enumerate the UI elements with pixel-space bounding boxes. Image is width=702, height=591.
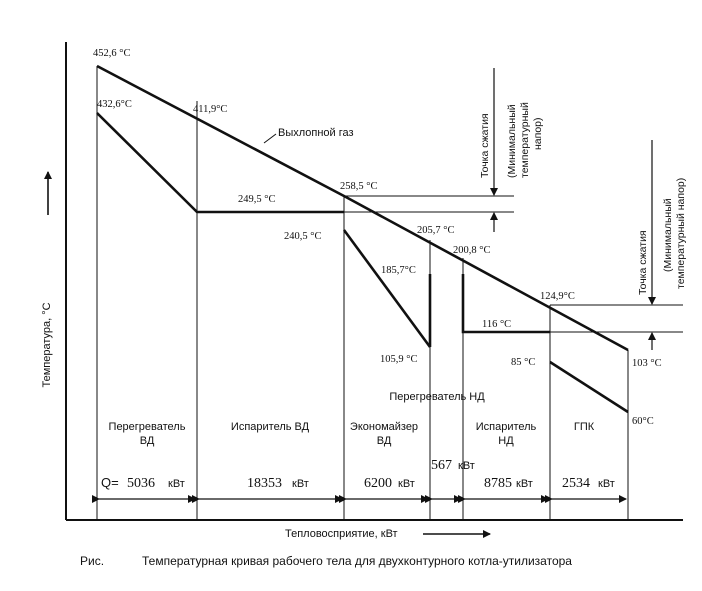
pinch1-line1: Точка сжатия xyxy=(479,113,491,178)
q-prefix: Q= xyxy=(101,475,119,490)
temp-116: 116 °С xyxy=(482,319,512,330)
pinch2-line3: температурный напор) xyxy=(675,177,687,289)
q3-value: 6200 xyxy=(364,476,392,491)
pinch-lines xyxy=(344,196,683,332)
section-hp-superheater-2: ВД xyxy=(139,435,155,447)
q6-unit: кВт xyxy=(598,478,615,490)
q1-value: 5036 xyxy=(127,476,155,491)
gas-label-leader xyxy=(264,134,276,143)
q4-unit: кВт xyxy=(458,460,475,472)
q6-value: 2534 xyxy=(562,476,590,491)
q2-unit: кВт xyxy=(292,478,309,490)
temperature-labels xyxy=(93,48,662,427)
pinch-label-2 xyxy=(637,178,687,295)
q3-unit: кВт xyxy=(398,478,415,490)
temp-185: 185,7°С xyxy=(381,265,416,276)
q5-value: 8785 xyxy=(484,476,512,491)
temp-60: 60°С xyxy=(632,416,654,427)
q2-value: 18353 xyxy=(247,476,282,491)
section-lp-evaporator-2: НД xyxy=(498,435,514,447)
section-hp-economizer: Экономайзер xyxy=(349,421,419,433)
temp-411: 411,9°С xyxy=(193,104,228,115)
temp-124: 124,9°С xyxy=(540,291,575,302)
gas-label: Выхлопной газ xyxy=(278,127,354,139)
gas-curve xyxy=(97,66,628,350)
q5-unit: кВт xyxy=(516,478,533,490)
temp-452: 452,6 °С xyxy=(93,48,131,59)
pinch2-line2: (Минимальный xyxy=(662,198,674,272)
q1-unit: кВт xyxy=(168,478,185,490)
temp-205: 205,7 °С xyxy=(417,225,455,236)
heat-values xyxy=(101,458,615,491)
hrsg-economizer-curve xyxy=(550,362,628,412)
section-gpk: ГПК xyxy=(573,421,595,433)
axes xyxy=(66,42,683,520)
section-labels xyxy=(109,391,595,447)
pinch2-line1: Точка сжатия xyxy=(637,230,649,295)
section-lp-superheater: Перегреватель НД xyxy=(389,391,485,403)
pinch1-line4: напор) xyxy=(532,117,544,150)
temp-258: 258,5 °С xyxy=(340,181,378,192)
x-axis-label: Тепловосприятие, кВт xyxy=(285,528,398,540)
section-hp-superheater: Перегреватель xyxy=(108,421,186,433)
temp-85: 85 °С xyxy=(511,357,536,368)
temp-240: 240,5 °С xyxy=(284,231,322,242)
pinch-label-1 xyxy=(479,102,544,178)
section-hp-evaporator: Испаритель ВД xyxy=(230,421,310,433)
temp-200: 200,8 °С xyxy=(453,245,491,256)
pinch1-line2: (Минимальный xyxy=(506,104,518,178)
temp-105: 105,9 °С xyxy=(380,354,418,365)
section-hp-economizer-2: ВД xyxy=(376,435,392,447)
section-lp-evaporator: Испаритель xyxy=(475,421,537,433)
temp-249: 249,5 °С xyxy=(238,194,276,205)
pinch1-line3: температурный xyxy=(519,102,531,178)
temp-103: 103 °С xyxy=(632,358,662,369)
fluid-curves xyxy=(97,113,628,412)
hp-economizer-curve xyxy=(344,230,430,347)
y-axis-label: Температура, °С xyxy=(41,302,53,388)
q4-value: 567 xyxy=(431,458,452,473)
temp-432: 432,6°С xyxy=(97,99,132,110)
caption-text: Температурная кривая рабочего тела для двухконтурного котла-утилизатора xyxy=(142,554,572,568)
caption-prefix: Рис. xyxy=(80,554,105,568)
